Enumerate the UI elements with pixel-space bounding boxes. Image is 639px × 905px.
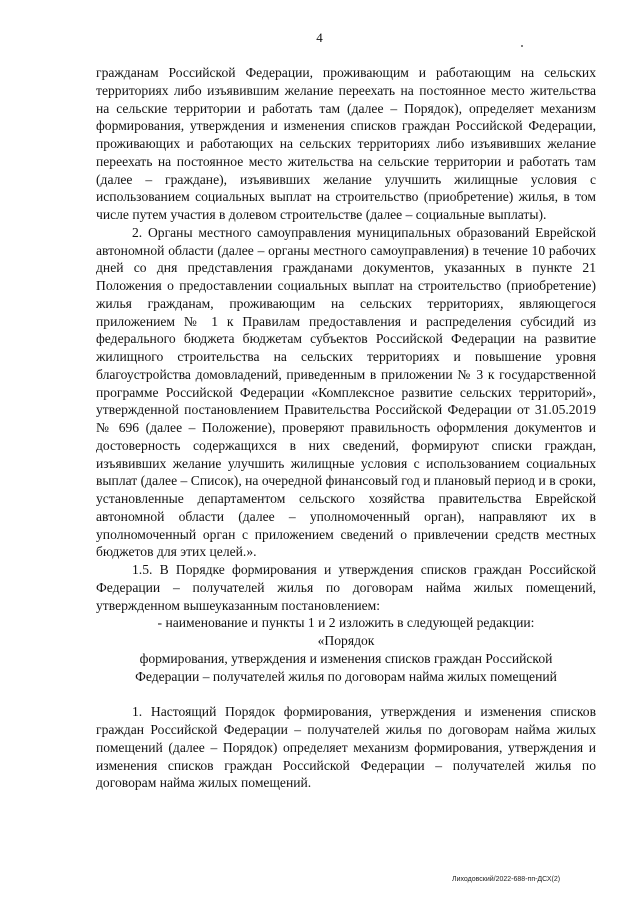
paragraph-instruction: - наименование и пункты 1 и 2 изложить в следующей редакции:	[157, 615, 535, 631]
order-title-line-1: «Порядок	[317, 633, 375, 648]
document-body	[96, 64, 596, 792]
paragraph-item-2: 2. Органы местного самоуправления муниципальных образований Еврейской автономной области (далее – органы местного самоуправления) в течение 10 рабочих дней со дня представления гражданами документов, указанных в пункте 21 Положения о предоставлении социальных выплат на строительство (приобретение) жилья гражданам, проживающим на сельских территориях, являющегося приложением № 1 к Правилам предоставления и распределения субсидий из федерального бюджета бюджетам субъектов Российской Федерации на развитие жилищного строительства на сельских территориях и повышение уровня благоустройства домовладений, приведенным в приложении № 3 к государственной программе Российской Федерации «Комплексное развитие сельских территорий», утвержденной постановлением Правительства Российской Федерации от 31.05.2019 № 696 (далее – Положение), проверяют правильность оформления документов и достоверность содержащихся в них сведений, формируют списки граждан, изъявивших желание улучшить жилищные условия с использованием социальных выплат (далее – Список), на очередной финансовый год и плановый период и в сроки, установленные департаментом сельского хозяйства правительства Еврейской автономной области (далее – уполномоченный орган), направляют их в уполномоченный орган с приложением сведений о привлечении средств местных бюджетов для этих целей.».	[96, 224, 596, 560]
spacer	[96, 685, 596, 703]
paragraph-continuation: гражданам Российской Федерации, проживающим и работающим на сельских территориях либо изъявившим желание переехать на постоянное место жительства на сельские территории и работать там (далее – Порядок), определяет механизм формирования, утверждения и изменения списков граждан Российской Федерации, проживающих и работающих на сельских территориях либо изъявивших желание переехать на постоянное место жительства на сельские территории и работать там (далее – граждане), изъявивших желание улучшить жилищные условия с использованием социальных выплат на строительство (приобретение) жилья, в том числе путем участия в долевом строительстве (далее – социальные выплаты).	[96, 65, 596, 222]
paragraph-order-item-1: 1. Настоящий Порядок формирования, утверждения и изменения списков граждан Российской Федерации – получателей жилья по договорам найма жилых помещений (далее – Порядок) определяет механизм формирования, утверждения и изменения списков граждан Российской Федерации – получателей жилья по договорам найма жилых помещений.	[96, 704, 596, 791]
paragraph-1-5: 1.5. В Порядке формирования и утверждения списков граждан Российской Федерации – получателей жилья по договорам найма жилых помещений, утвержденном вышеуказанным постановлением:	[96, 562, 596, 613]
order-title-line-2: формирования, утверждения и изменения списков граждан Российской	[139, 650, 553, 666]
document-footer-code: Лиходовский/2022-688-пп-ДСХ(2)	[452, 876, 561, 883]
scan-speck	[521, 45, 523, 47]
order-title-line-3: Федерации – получателей жилья по договорам найма жилых помещений	[135, 668, 557, 684]
page-number: 4	[316, 30, 323, 45]
